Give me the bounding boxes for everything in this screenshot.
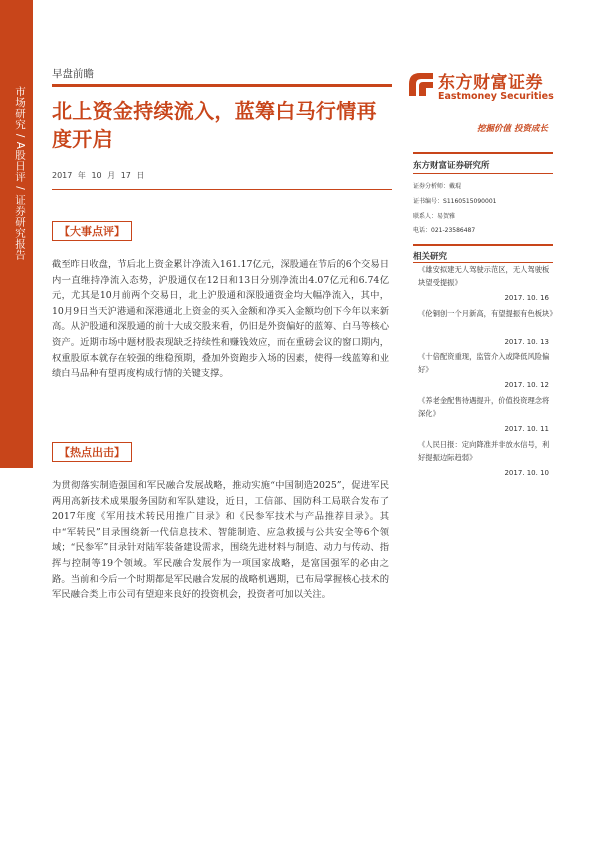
institute-title: 东方财富证券研究所 — [413, 161, 490, 171]
contact-line — [413, 211, 455, 220]
analyst-line — [413, 181, 461, 190]
sidebar-vertical-text: 市场研究 / A股日评 / 证券研究报告 — [14, 86, 26, 261]
related-item-date: 2017. 10. 10 — [504, 469, 549, 477]
related-item-title[interactable]: 《养老金配售待遇提升，价值投资理念将深化》 — [418, 396, 550, 418]
contact-label: 联系人： — [413, 213, 438, 220]
brand-slogan: 挖掘价值 投资成长 — [477, 124, 548, 134]
license-line — [413, 196, 496, 205]
related-divider — [413, 262, 553, 263]
related-item-title[interactable]: 《伦铜创一个月新高，有望提振有色板块》 — [418, 309, 557, 318]
institute-divider — [413, 173, 553, 174]
section-heading-events: 【大事点评】 — [52, 221, 132, 241]
related-item-date: 2017. 10. 12 — [504, 381, 549, 389]
related-item-date: 2017. 10. 13 — [504, 338, 549, 346]
license-label: 证书编号： — [413, 198, 444, 205]
analyst-name: 戴琨 — [449, 183, 462, 190]
brand-name-cn: 东方财富证券 — [438, 73, 543, 93]
phone-label: 电话： — [413, 227, 432, 234]
page-title: 北上资金持续流入，蓝筹白马行情再度开启 — [52, 99, 377, 151]
section-heading-hotspots: 【热点出击】 — [52, 442, 132, 462]
title-divider — [52, 84, 392, 87]
related-item-title[interactable]: 《人民日报：定向降准并非放水信号，利好提振边际趋弱》 — [418, 440, 550, 462]
related-item-date: 2017. 10. 16 — [504, 294, 549, 302]
contact-name: 易贺雅 — [437, 213, 456, 220]
related-item-title[interactable]: 《雄安拟建无人驾驶示范区，无人驾驶板块望受提振》 — [418, 265, 550, 287]
section-body-hotspots: 为贯彻落实制造强国和军民融合发展战略，推动实施“中国制造2025”，促进军民两用高新技术成果服务国防和军队建设，近日，工信部、国防科工局联合发布了2017年度《军用技术转民用推广目录》和《民参军技术与产品推荐目录》。其中“军转民”目录围绕新一代信息技术、智能制造、应急救援与公共安全等6个领域；“民参军”目录针对陆军装备建设需求，围绕先进材料与制造、动力与传动、指挥与控制等19个领域。军民融合发展作为一项国家战略，是富国强军的必由之路。当前和今后一个时期都是军民融合发展的战略机遇期，已布局掌握核心技术的军民融合类上市公司有望迎来良好的投资机会，投资者可加以关注。 — [52, 480, 389, 601]
report-type: 早盘前瞻 — [52, 68, 94, 80]
phone-line — [413, 225, 475, 234]
analyst-label: 证券分析师： — [413, 183, 450, 190]
institute-top-rule — [413, 152, 553, 154]
related-item-title[interactable]: 《十倍配资重现，监管介入或降低风险偏好》 — [418, 352, 550, 374]
related-item-date: 2017. 10. 11 — [504, 425, 549, 433]
related-title: 相关研究 — [413, 252, 448, 262]
date-divider — [52, 189, 392, 190]
phone-number: 021-23586487 — [431, 227, 476, 234]
section-body-events: 截至昨日收盘，节后北上资金累计净流入161.17亿元，深股通在节后的6个交易日内一直维持净流入态势，沪股通仅在12日和13日分别净流出4.07亿元和6.74亿元，尤其是10月前两个交易日，北上沪股通和深股通资金均大幅净流入，其中，10月9日当天沪港通和深港通北上资金的买入金额和净买入金额均创下今年以来新高。从沪股通和深股通的前十大成交股来看，仍旧是外资偏好的蓝筹、白马等核心资产。近期市场中题材股表现缺乏持续性和赚钱效应，而在重磅会议的窗口期内，权重股原本就存在较强的维稳预期，叠加外资跑步入场的因素，使得一线蓝筹和业绩白马品种有望再度构成行情的关键支撑。 — [52, 259, 389, 380]
license-number: S1160515090001 — [443, 198, 497, 205]
eastmoney-logo-icon — [407, 70, 435, 98]
report-date: 2017 年 10 月 17 日 — [52, 171, 145, 180]
related-top-rule — [413, 244, 553, 246]
brand-name-en: Eastmoney Securities — [438, 91, 554, 102]
